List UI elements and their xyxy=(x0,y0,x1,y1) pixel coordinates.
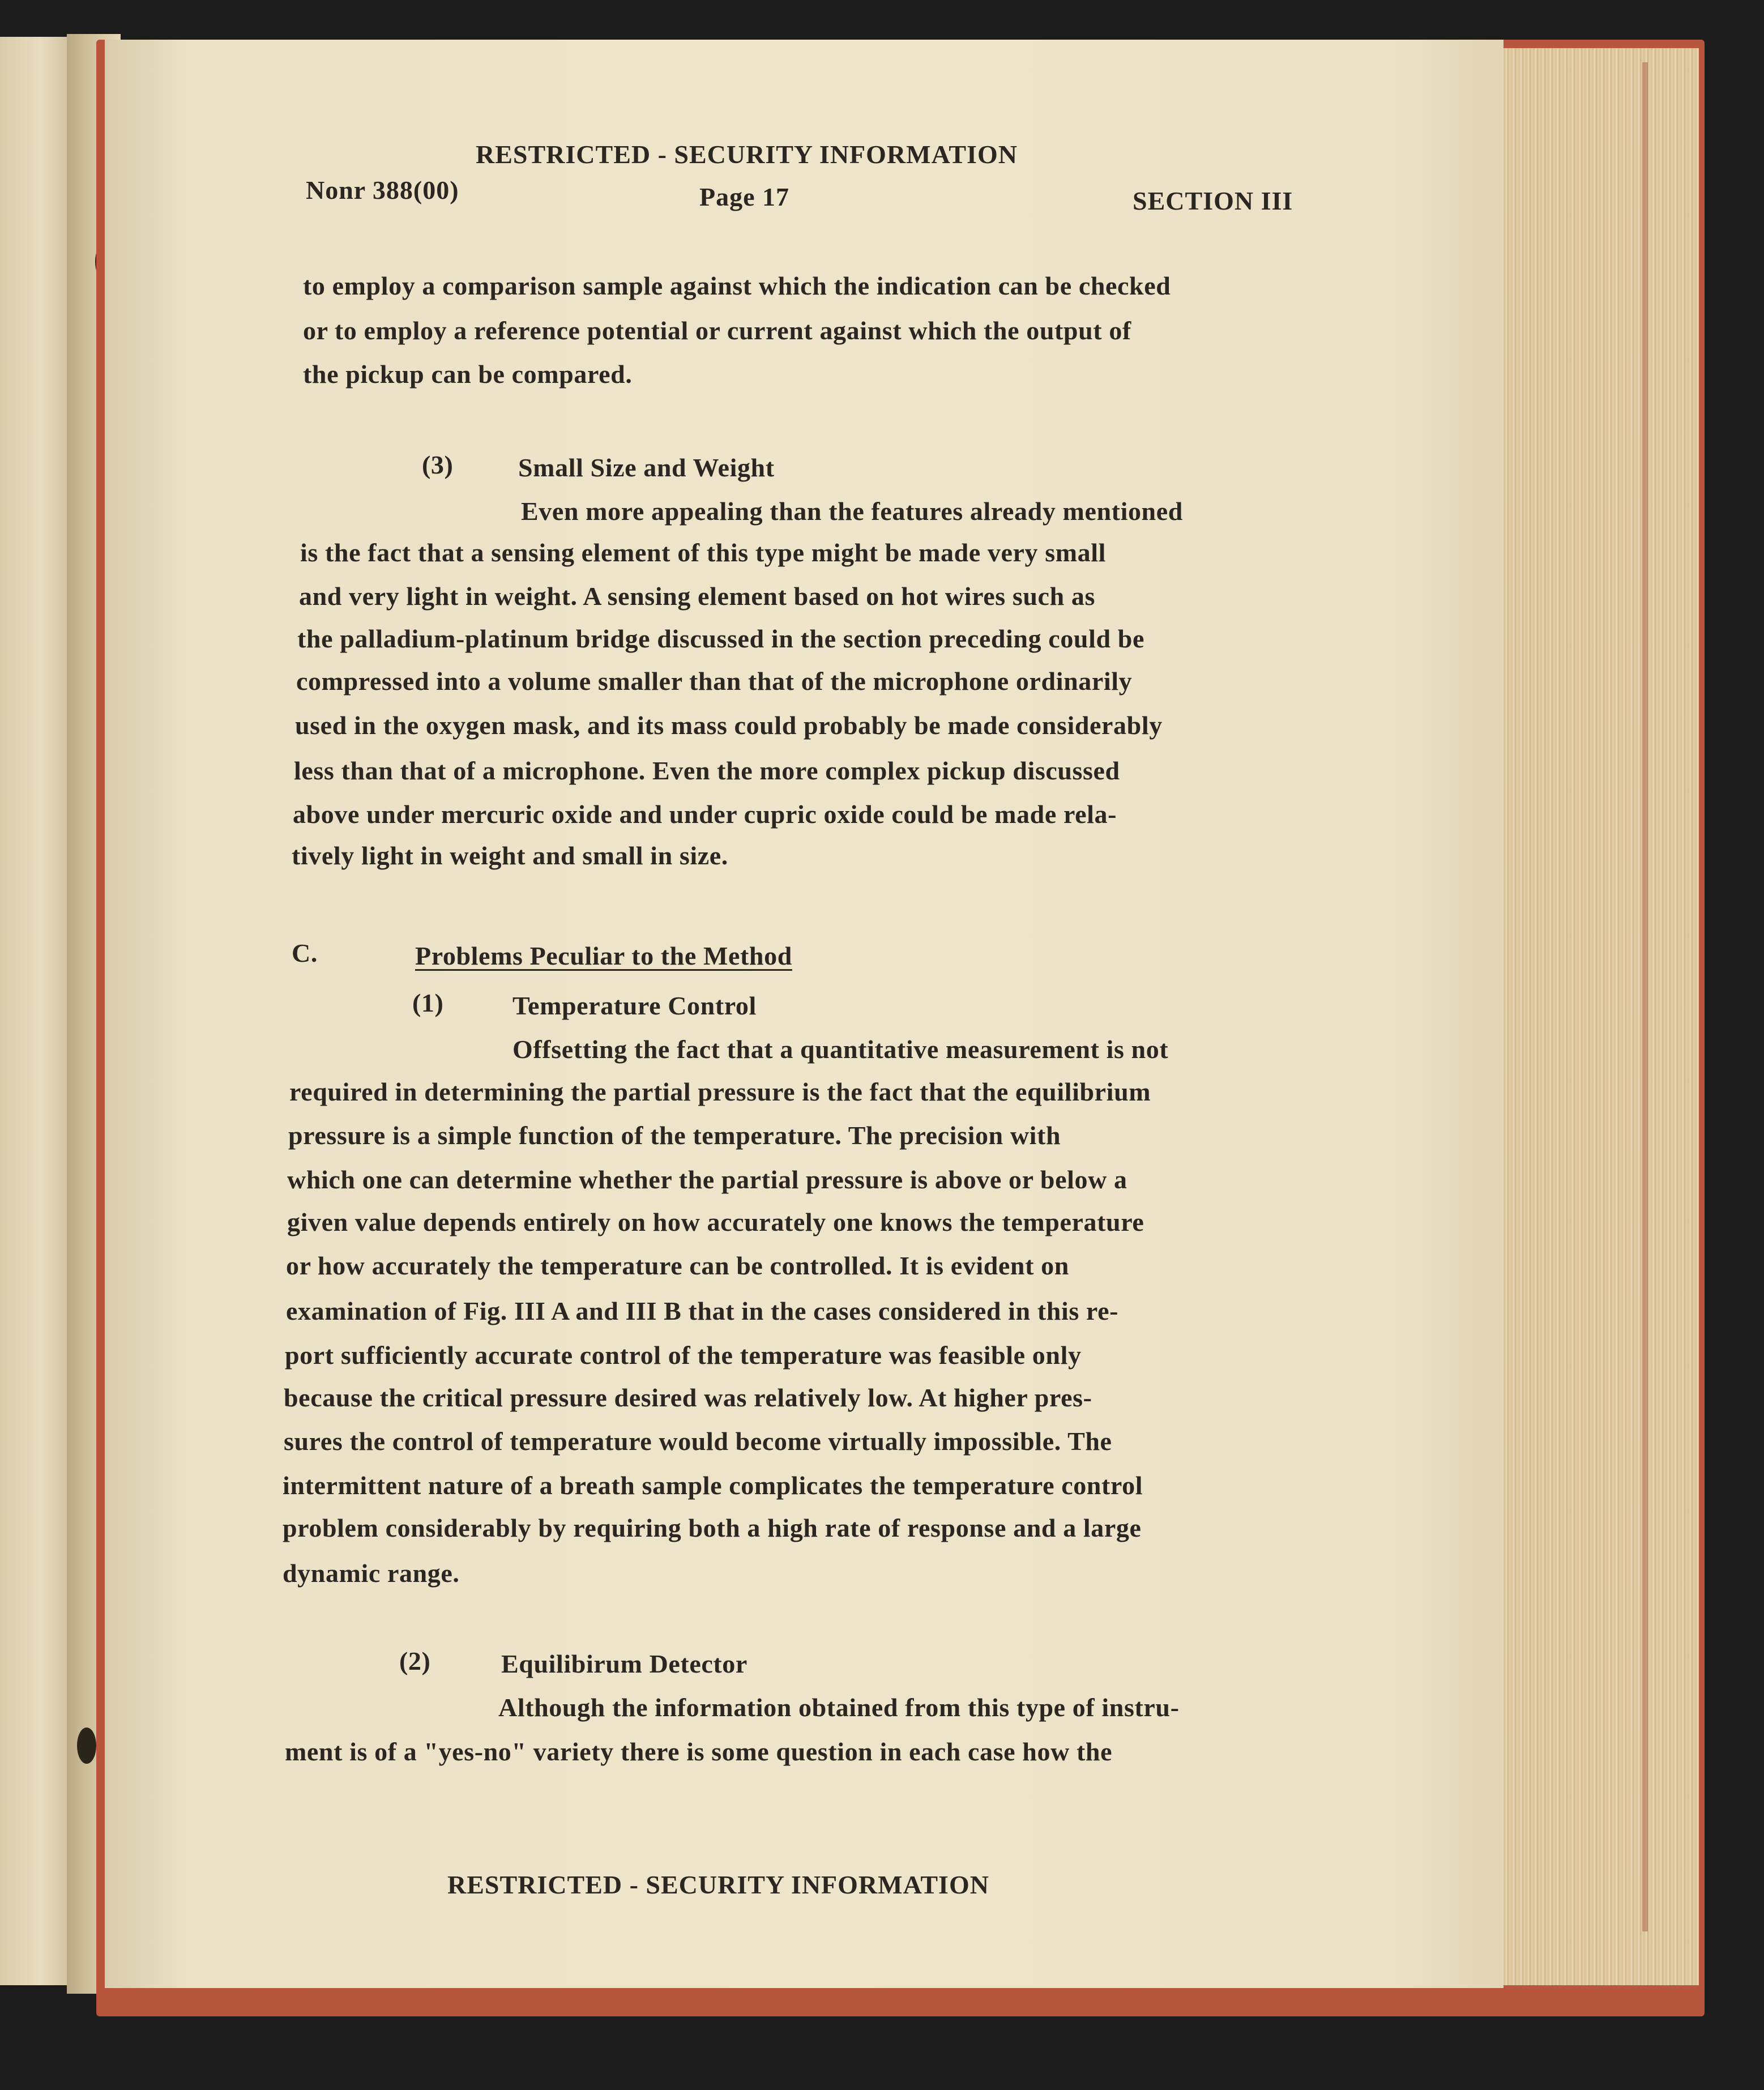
paragraph-line: which one can determine whether the partial pressure is above or below a xyxy=(287,1165,1127,1194)
paragraph-line: to employ a comparison sample against which the indication can be checked xyxy=(303,271,1171,300)
paragraph-line: above under mercuric oxide and under cupric oxide could be made rela- xyxy=(293,800,1117,829)
paragraph-line: pressure is a simple function of the temperature. The precision with xyxy=(288,1121,1061,1150)
item-heading: Temperature Control xyxy=(512,991,757,1020)
footer-classification: RESTRICTED - SECURITY INFORMATION xyxy=(447,1870,989,1899)
item-number: (2) xyxy=(399,1647,431,1675)
document-page xyxy=(105,40,1504,1988)
paragraph-line: compressed into a volume smaller than that of the microphone ordinarily xyxy=(296,667,1133,696)
item-heading: Equilibirum Detector xyxy=(501,1649,748,1678)
section-heading: Problems Peculiar to the Method xyxy=(415,941,792,970)
paragraph-line: ment is of a "yes-no" variety there is some question in each case how the xyxy=(285,1737,1113,1766)
paragraph-line: Offsetting the fact that a quantitative measurement is not xyxy=(512,1035,1169,1064)
paragraph-line: sures the control of temperature would become virtually impossible. The xyxy=(284,1427,1112,1456)
paragraph-line: problem considerably by requiring both a high rate of response and a large xyxy=(283,1513,1142,1542)
section-letter: C. xyxy=(292,939,318,967)
paragraph-line: the palladium-platinum bridge discussed in the section preceding could be xyxy=(297,624,1144,653)
paragraph-line: tively light in weight and small in size. xyxy=(292,841,728,870)
page-edges xyxy=(1495,48,1699,1985)
paragraph-line: required in determining the partial pressure is the fact that the equilibrium xyxy=(289,1077,1151,1106)
paragraph-line: and very light in weight. A sensing element based on hot wires such as xyxy=(299,582,1095,611)
paragraph-line: port sufficiently accurate control of the temperature was feasible only xyxy=(285,1341,1082,1370)
item-heading: Small Size and Weight xyxy=(518,453,775,482)
paragraph-line: the pickup can be compared. xyxy=(303,360,633,389)
paragraph-line: used in the oxygen mask, and its mass could probably be made considerably xyxy=(295,711,1163,740)
paragraph-line: less than that of a microphone. Even the more complex pickup discussed xyxy=(294,756,1120,785)
header-classification: RESTRICTED - SECURITY INFORMATION xyxy=(476,140,1018,169)
paragraph-line: Even more appealing than the features already mentioned xyxy=(521,497,1183,526)
binding-hole-bottom xyxy=(77,1728,96,1764)
previous-page-edge xyxy=(0,37,74,1985)
paragraph-line: examination of Fig. III A and III B that in the cases considered in this re- xyxy=(286,1296,1119,1325)
paragraph-line: dynamic range. xyxy=(283,1559,460,1588)
paragraph-line: intermittent nature of a breath sample complicates the temperature control xyxy=(283,1471,1143,1500)
paragraph-line: or how accurately the temperature can be controlled. It is evident on xyxy=(286,1251,1069,1280)
paragraph-line: given value depends entirely on how accurately one knows the temperature xyxy=(287,1208,1144,1236)
paragraph-line: or to employ a reference potential or current against which the output of xyxy=(303,316,1131,345)
paragraph-line: because the critical pressure desired was relatively low. At higher pres- xyxy=(284,1383,1092,1412)
document-number: Nonr 388(00) xyxy=(306,176,459,204)
page-number: Page 17 xyxy=(699,182,790,211)
page-edge-shadow-line xyxy=(1642,62,1648,1931)
paragraph-line: Although the information obtained from this type of instru- xyxy=(498,1693,1180,1722)
paragraph-line: is the fact that a sensing element of this type might be made very small xyxy=(300,538,1107,567)
section-label: SECTION III xyxy=(1133,186,1293,215)
item-number: (1) xyxy=(412,988,444,1017)
item-number: (3) xyxy=(422,450,454,479)
